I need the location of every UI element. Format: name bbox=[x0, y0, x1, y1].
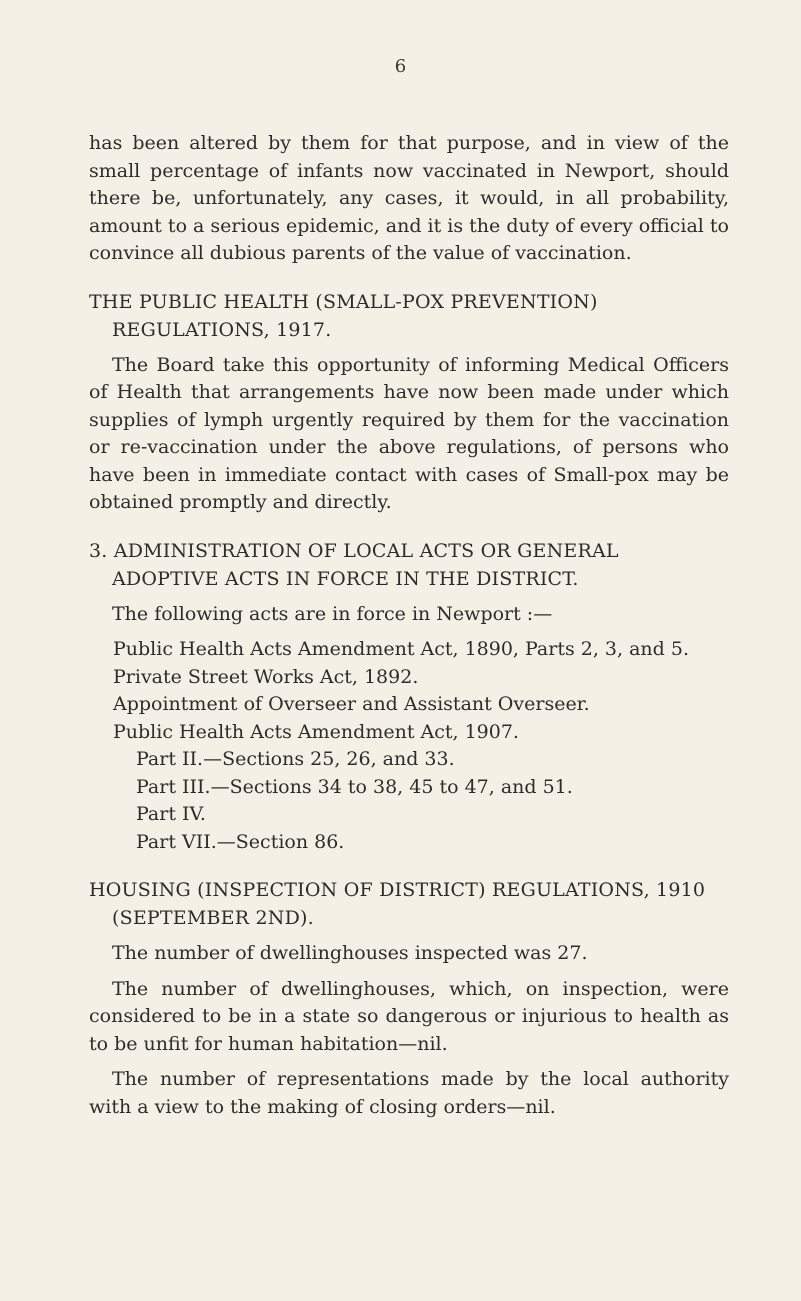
act-item: Public Health Acts Amendment Act, 1890, Parts 2, 3, and 5. bbox=[113, 638, 689, 660]
housing-paragraph: The number of dwellinghouses inspected was 27. bbox=[112, 942, 588, 964]
adoptive-acts-intro: The following acts are in force in Newport :— bbox=[112, 602, 553, 625]
act-sub-item: Part VII.—Section 86. bbox=[136, 830, 345, 853]
act-sub-item: Part III.—Sections 34 to 38, 45 to 47, and 51. bbox=[136, 775, 573, 798]
smallpox-regulations-heading: THE PUBLIC HEALTH (SMALL-POX PREVENTION) REGULATIONS, 1917. bbox=[89, 290, 598, 341]
housing-regulations-heading: HOUSING (INSPECTION OF DISTRICT) REGULATIONS, 1910 (SEPTEMBER 2ND). bbox=[89, 879, 706, 929]
page-body bbox=[89, 130, 729, 1121]
housing-paragraph: The number of representations made by the local authority with a view to the making of closing orders—nil. bbox=[89, 1068, 729, 1118]
act-sub-item: Part IV. bbox=[136, 803, 206, 825]
housing-paragraph: The number of dwellinghouses, which, on inspection, were considered to be in a state so dangerous or injurious to health as to be unfit for human habitation—nil. bbox=[89, 977, 729, 1055]
act-item: Private Street Works Act, 1892. bbox=[113, 665, 419, 688]
act-item: Appointment of Overseer and Assistant Overseer. bbox=[113, 693, 590, 715]
smallpox-regulations-body: The Board take this opportunity of informing Medical Officers of Health that arrangements have now been made under which supplies of lymph urgently required by them for the vaccination or re-vaccination under the above regulations, of persons who have been in immediate contact with cases of Small-pox may be obtained promptly and directly. bbox=[89, 353, 729, 513]
intro-paragraph: has been altered by them for that purpose, and in view of the small percentage of infants now vaccinated in Newport, should there be, unfortunately, any cases, it would, in all probability, amount to a serious epidemic, and it is the duty of every official to convince all dubious parents of the value of vaccination. bbox=[89, 132, 729, 264]
page-number: 6 bbox=[394, 56, 407, 77]
act-sub-item: Part II.—Sections 25, 26, and 33. bbox=[136, 748, 455, 770]
act-item: Public Health Acts Amendment Act, 1907. bbox=[113, 720, 519, 743]
adoptive-acts-heading: 3. ADMINISTRATION OF LOCAL ACTS OR GENERAL ADOPTIVE ACTS IN FORCE IN THE DISTRICT. bbox=[89, 539, 619, 590]
